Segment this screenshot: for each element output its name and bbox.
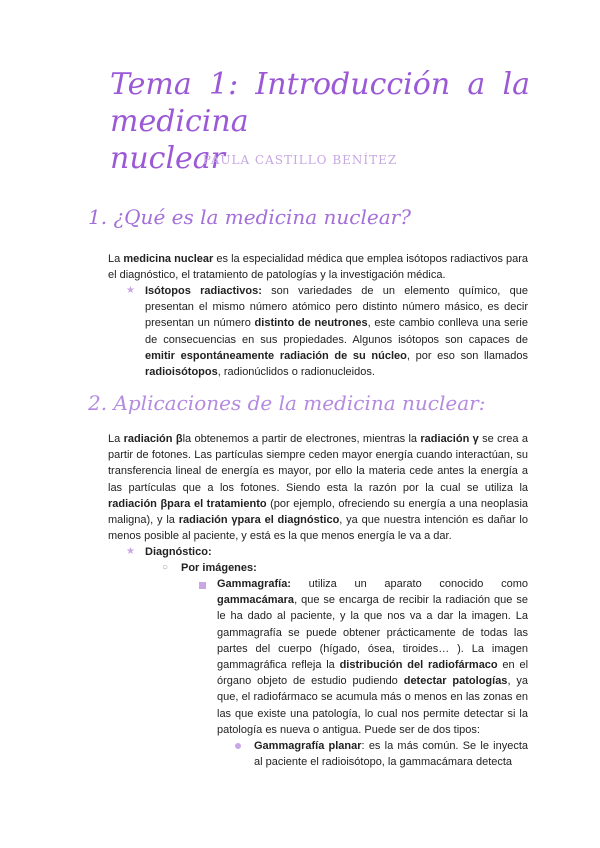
bullet-gammagrafia: Gammagrafía: utiliza un aparato conocido como gammacámara, que se encarga de recibir la radiación que se le ha dado al paciente, y la que nos va a dar la imagen. La gammagrafía se puede obtener prácticamente de todas las partes del cuerpo (hígado, ósea, tiroides… ). La imagen gammagráfica refleja la distribución del radiofármaco en el órgano objeto de estudio pudiendo detectar patologías, ya que, el radiofármaco se acumula más o menos en las zonas en las que existe una patología, lo cual nos permite detectar si la patología es nueva o antigua. Puede ser de dos tipos: bbox=[217, 578, 529, 736]
dot-icon bbox=[235, 743, 241, 749]
square-icon bbox=[199, 582, 206, 589]
section-1-heading: 1. ¿Qué es la medicina nuclear? bbox=[88, 205, 411, 229]
bullet-diagnostico: Diagnóstico: bbox=[145, 546, 212, 558]
star-icon: ★ bbox=[126, 546, 135, 557]
section-1-intro: La medicina nuclear es la especialidad médica que emplea isótopos radiactivos para el diagnóstico, el tratamiento de patologías y la investigación médica. bbox=[108, 253, 528, 282]
bullet-isotopos: Isótopos radiactivos: son variedades de un elemento químico, que presentan el mismo número atómico pero distinto número másico, es decir presentan un número distinto de neutrones, este cambio conlleva una serie de consecuencias en sus propiedades. Algunos isótopos son capaces de emitir espontáneamente radiación de su núcleo, por eso son llamados radioisótopos, radionúclidos o radionucleidos. bbox=[145, 285, 529, 379]
section-2-heading: 2. Aplicaciones de la medicina nuclear: bbox=[88, 391, 486, 415]
bullet-gammagrafia-planar: Gammagrafía planar: es la más común. Se le inyecta al paciente el radioisótopo, la gammacámara detecta bbox=[254, 740, 529, 769]
star-icon: ★ bbox=[126, 285, 135, 296]
author-name: PAULA CASTILLO BENÍTEZ bbox=[202, 153, 398, 167]
bullet-por-imagenes: Por imágenes: bbox=[181, 562, 257, 574]
title-line-1: Tema 1: Introducción a la medicina bbox=[110, 67, 530, 139]
section-2-intro: La radiación βla obtenemos a partir de electrones, mientras la radiación γ se crea a partir de fotones. Las partículas siempre ceden mayor energía cuando interactúan, su transferencia lineal de energía es mayor, por ello la materia cede antes la energía a las partículas que a los fotones. Siendo esta la razón por la cual se utiliza la radiación βpara el tratamiento (por ejemplo, ofreciendo su energía a una neoplasia maligna), y la radiación γpara el diagnóstico, ya que nuestra intención es dañar lo menos posible al paciente, y está es la que menos energía le va a dar. bbox=[108, 433, 529, 543]
circle-icon: ○ bbox=[162, 562, 169, 573]
title-line-2: nuclear bbox=[110, 141, 226, 176]
